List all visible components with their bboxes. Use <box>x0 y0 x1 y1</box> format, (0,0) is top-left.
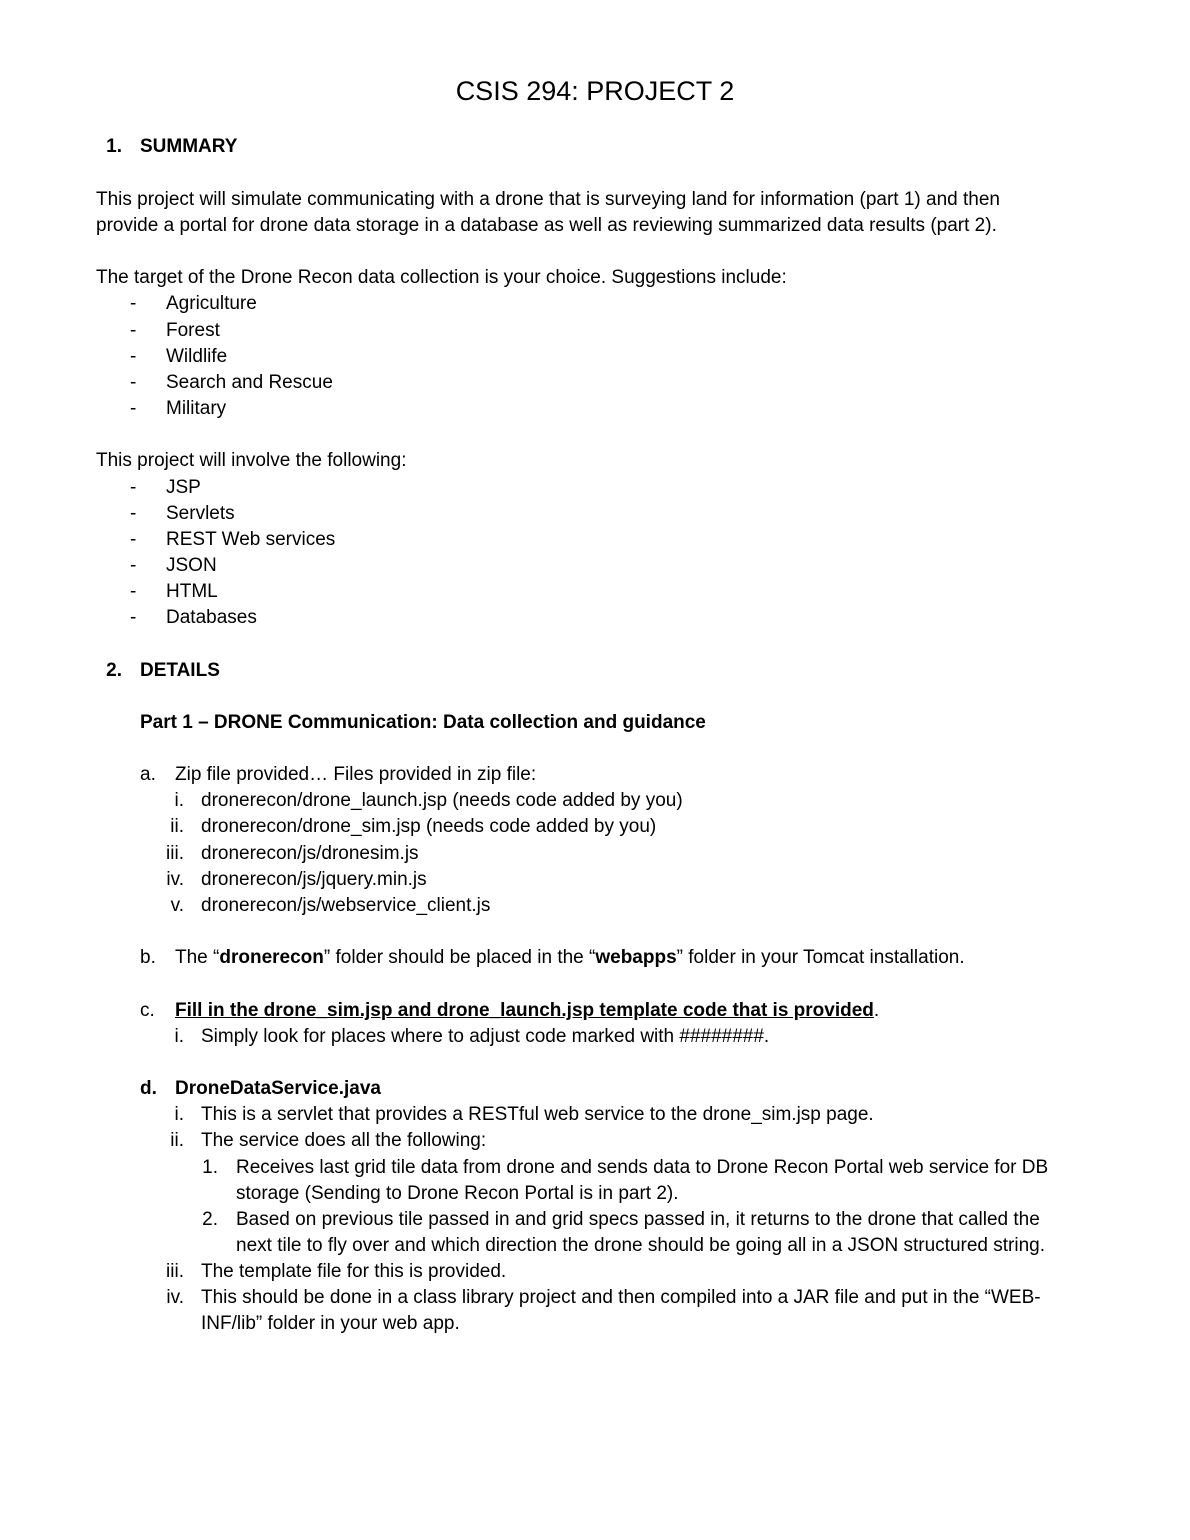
document-title: CSIS 294: PROJECT 2 <box>455 76 735 106</box>
item-d-iii-text: The template file for this is provided. <box>201 1261 507 1282</box>
section-1-number: 1. <box>106 136 122 157</box>
item-b-marker: b. <box>140 947 156 968</box>
bullet-dash: - <box>130 529 137 550</box>
bullet-dash: - <box>130 581 137 602</box>
section-2-heading: DETAILS <box>140 660 220 681</box>
item-d-iv-line-2: INF/lib” folder in your web app. <box>201 1313 460 1334</box>
roman-marker: ii. <box>170 816 184 837</box>
item-d-heading: DroneDataService.java <box>175 1078 381 1099</box>
bullet-dash: - <box>130 503 137 524</box>
target-intro: The target of the Drone Recon data collection is your choice. Suggestions include: <box>96 267 787 288</box>
list-item: Databases <box>166 607 257 628</box>
roman-marker: iv. <box>166 869 184 890</box>
list-item: JSON <box>166 555 217 576</box>
number-marker: 1. <box>202 1157 218 1178</box>
list-item: Servlets <box>166 503 235 524</box>
bullet-dash: - <box>130 555 137 576</box>
roman-marker: iii. <box>166 843 184 864</box>
roman-marker: i. <box>174 790 184 811</box>
list-item: Military <box>166 398 227 419</box>
file-item: dronerecon/js/dronesim.js <box>201 843 419 864</box>
tech-intro: This project will involve the following: <box>96 450 407 471</box>
file-item: dronerecon/js/jquery.min.js <box>201 869 427 890</box>
item-c-text <box>175 998 879 1024</box>
bullet-dash: - <box>130 372 137 393</box>
bullet-dash: - <box>130 477 137 498</box>
list-item: REST Web services <box>166 529 336 550</box>
list-item: Agriculture <box>166 293 257 314</box>
roman-marker: iv. <box>166 1287 184 1308</box>
list-item: Forest <box>166 320 220 341</box>
item-b-text-1: The “ <box>175 947 220 968</box>
roman-marker: i. <box>174 1026 184 1047</box>
item-d-ii-text: The service does all the following: <box>201 1130 487 1151</box>
number-marker: 2. <box>202 1209 218 1230</box>
file-item: dronerecon/drone_sim.jsp (needs code added by you) <box>201 816 657 837</box>
item-c-sub-text: Simply look for places where to adjust code marked with ########. <box>201 1026 770 1047</box>
bullet-dash: - <box>130 607 137 628</box>
item-b-text <box>175 945 965 971</box>
summary-paragraph-line-1: This project will simulate communicating with a drone that is surveying land for information (part 1) and then <box>96 189 1000 210</box>
roman-marker: i. <box>174 1104 184 1125</box>
bullet-dash: - <box>130 320 137 341</box>
roman-marker: iii. <box>166 1261 184 1282</box>
part-1-heading: Part 1 – DRONE Communication: Data collection and guidance <box>140 712 706 733</box>
section-2-number: 2. <box>106 660 122 681</box>
bullet-dash: - <box>130 346 137 367</box>
item-c-emphasis: Fill in the drone_sim.jsp and drone_launch.jsp template code that is provided <box>175 1000 874 1021</box>
list-item: Wildlife <box>166 346 228 367</box>
section-1-heading: SUMMARY <box>140 136 238 157</box>
numbered-item-2-line-2: next tile to fly over and which direction the drone should be going all in a JSON structured string. <box>236 1235 1045 1256</box>
item-d-i-text: This is a servlet that provides a RESTful web service to the drone_sim.jsp page. <box>201 1104 874 1125</box>
roman-marker: v. <box>170 895 184 916</box>
file-item: dronerecon/drone_launch.jsp (needs code added by you) <box>201 790 683 811</box>
bullet-dash: - <box>130 398 137 419</box>
roman-marker: ii. <box>170 1130 184 1151</box>
summary-paragraph-line-2: provide a portal for drone data storage in a database as well as reviewing summarized data results (part 2). <box>96 215 997 236</box>
item-b-text-2: ” folder should be placed in the “ <box>323 947 596 968</box>
list-item: Search and Rescue <box>166 372 333 393</box>
item-d-iv-line-1: This should be done in a class library project and then compiled into a JAR file and put in the “WEB- <box>201 1287 1041 1308</box>
bullet-dash: - <box>130 293 137 314</box>
numbered-item-1-line-2: storage (Sending to Drone Recon Portal is in part 2). <box>236 1183 679 1204</box>
numbered-item-2-line-1: Based on previous tile passed in and grid specs passed in, it returns to the drone that called the <box>236 1209 1040 1230</box>
item-a-text: Zip file provided… Files provided in zip file: <box>175 764 537 785</box>
list-item: HTML <box>166 581 218 602</box>
item-c-marker: c. <box>140 1000 155 1021</box>
item-d-marker: d. <box>140 1078 157 1099</box>
numbered-item-1-line-1: Receives last grid tile data from drone and sends data to Drone Recon Portal web service for DB <box>236 1157 1049 1178</box>
item-b-text-3: ” folder in your Tomcat installation. <box>676 947 965 968</box>
item-b-bold-dronerecon: dronerecon <box>219 947 324 968</box>
list-item: JSP <box>166 477 201 498</box>
item-b-bold-webapps: webapps <box>595 947 677 968</box>
item-a-marker: a. <box>140 764 156 785</box>
item-c-period: . <box>873 1000 880 1021</box>
file-item: dronerecon/js/webservice_client.js <box>201 895 491 916</box>
